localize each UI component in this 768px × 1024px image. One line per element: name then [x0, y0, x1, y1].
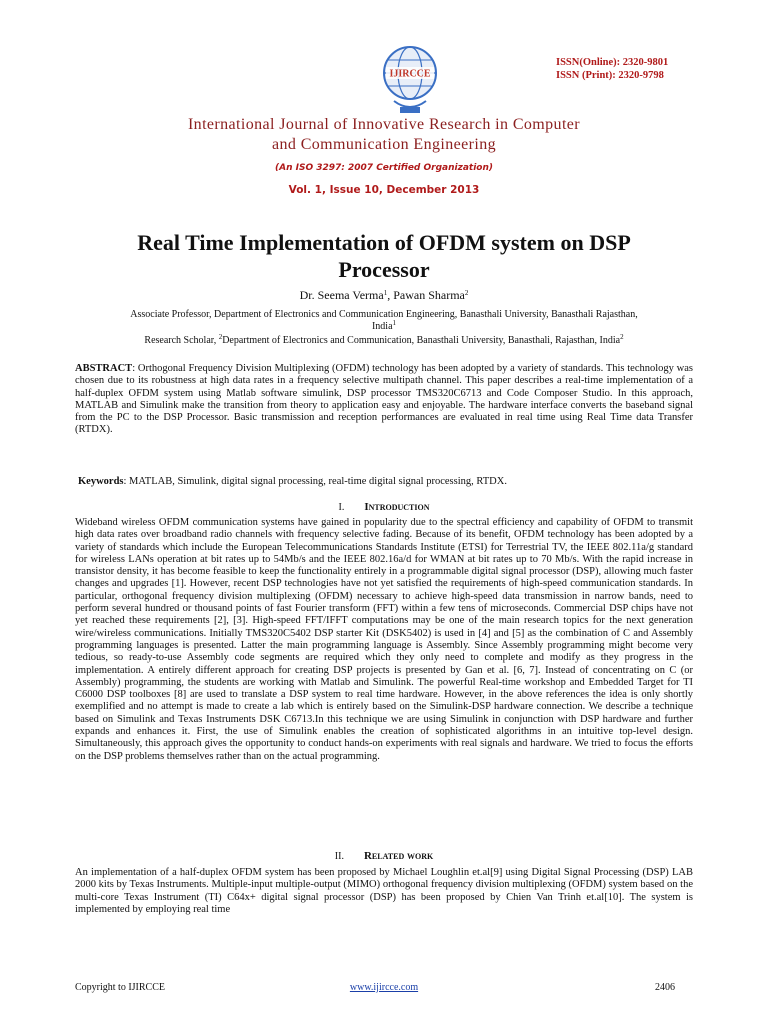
journal-title-line2: and Communication Engineering — [272, 136, 496, 153]
section-heading-related-work — [0, 850, 768, 862]
abstract — [75, 363, 693, 437]
paper-title-line2: Processor — [338, 257, 430, 282]
related-work-text: An implementation of a half-duplex OFDM system has been proposed by Michael Loughlin et.al[9] using Digital Signal Processing (DSP) LAB 2000 kits by Texas Instruments. Multiple-input multiple-output (MIMO) orthogonal frequency division multiplexing (OFDM) system based on the multi-core Texas Instrument (TI) C64x+ digital signal processor (DSP) has been proposed by Chien Van Trinh et.al[10]. The system is implemented by employing real time — [75, 867, 693, 915]
authors — [0, 288, 768, 303]
affiliation-2-sup: 2 — [620, 333, 624, 341]
keywords-label: Keywords — [78, 476, 124, 487]
footer-website-link — [0, 982, 768, 993]
author-1: Dr. Seema Verma — [299, 288, 384, 302]
paper-title-line1: Real Time Implementation of OFDM system on DSP — [137, 230, 631, 255]
issn-online: ISSN(Online): 2320-9801 — [556, 57, 669, 68]
author-2: Pawan Sharma — [393, 288, 465, 302]
certification-note: (An ISO 3297: 2007 Certified Organization) — [275, 163, 493, 173]
keywords — [78, 476, 693, 487]
section-name: Related work — [363, 850, 434, 862]
journal-title-line1: International Journal of Innovative Research in Computer — [187, 116, 581, 133]
section-number: I. — [338, 502, 345, 513]
affiliation-1-line2: India — [371, 321, 393, 332]
section-number: II. — [334, 851, 344, 862]
footer-link-text[interactable]: www.ijircce.com — [349, 982, 419, 993]
abstract-text: : Orthogonal Frequency Division Multiplexing (OFDM) technology has been adopted by a variety of standards. This technology was chosen due to its robustness at high data rates in a frequency selective multipath channel. This paper describes a real-time implementation of a half-duplex OFDM system using Matlab software simulink, DSP processor TMS320C6713 and Code Composer Studio. In this approach, MATLAB and Simulink make the transition from theory to application easy and enjoyable. The hardware interface converts the baseband signal from the PC to the DSP Processor. Basic transmission and reception performances are evaluated in real time using Real Time data Transfer (RTDX). — [75, 363, 693, 436]
keywords-text: : MATLAB, Simulink, digital signal processing, real-time digital signal processing, RTDX. — [123, 476, 507, 487]
journal-logo — [374, 43, 446, 119]
section-heading-introduction — [0, 501, 768, 513]
section-name: Introduction — [364, 501, 430, 513]
journal-title — [0, 115, 768, 155]
affiliation-2-prefix: Research Scholar, — [144, 335, 219, 346]
paper-title — [70, 229, 698, 283]
affiliation-1 — [82, 309, 686, 333]
affiliation-2 — [82, 335, 686, 347]
affiliation-2-sup-pre: 2 — [218, 333, 223, 341]
introduction-text: Wideband wireless OFDM communication systems have gained in popularity due to the spectral efficiency and capability of OFDM to transmit high data rates over broadband radio channels with frequency selective fading. Because of its benefit, OFDM technology has been adopted by a variety of standards which include the European Telecommunications Standards Institute (ETSI) for Terrestrial TV, the IEEE 802.11a/g standard for wireless LANs operation at bit rates up to 54Mb/s and the IEEE 802.16a/d for WMAN at bit rates up to 70 Mb/s. With the rapid increase in transistor density, it has become feasible to keep the functionality entirely in a programmable digital signal processor (DSP), allowing much faster changes and upgrades [1]. However, recent DSP technologies have not yet satisfied the requirements of high-speed communication standards. In particular, orthogonal frequency division multiplexing (OFDM) necessary to achieve high-speed data transmission in narrow bands, need to perform several hundred or thousand points of fast Fourier transform (FFT) within a few tens of microseconds. Commercial DSP chips have not yet reached these requirements [2], [3]. High-speed FFT/IFFT computations may be one of the main research topics for the next generation wire/wireless communications. Initially TMS320C5402 DSP starter Kit (DSK5402) is used in [4] and [5] as the combination of C and Assembly programming languages is presented. Latter the main programming language is Assembly. Since Assembly programming might become very tedious, so ready-to-use Assembly code segments are required which they only need to complete and modify as they progress in the implementation. A entirely different approach for creating DSP projects is presented by Gan et al. [6, 7]. Instead of concentrating on C (or Assembly) programming, the students are working with Matlab and Simulink. The powerful Real-time workshop and Embedded Target for TI C6000 DSP toolboxes [8] are used to translate a DSP system to real time hardware. However, in the above references the idea is only shortly exemplified and no attempt is made to create a lab which is entirely based on the Simulink-DSP hardware connection. We describe a technique based on Simulink and Texas Instruments DSK C6713.In this technique we are using Simulink in conjunction with DSP hardware and further expands and enhances it. First, the use of Simulink enables the creation of sophisticated algorithms in an intuitive top-level design. Simultaneously, this approach gives the opportunity to conduct hands-on experiments with real signals and hardware. We tried to focus the efforts on the DSP problems themselves rather than on the actual programming. — [75, 517, 693, 762]
issn-print: ISSN (Print): 2320-9798 — [556, 70, 664, 81]
author-2-sup: 2 — [464, 289, 469, 297]
page-number: 2406 — [655, 982, 675, 993]
author-1-sup: 1 — [383, 289, 388, 297]
affiliation-1-line1: Associate Professor, Department of Electronics and Communication Engineering, Banasthali University, Banasthali Rajasthan, — [130, 309, 638, 320]
volume-issue: Vol. 1, Issue 10, December 2013 — [288, 184, 480, 196]
affiliation-2-text: Department of Electronics and Communication, Banasthali University, Banasthali, Rajasthan, India — [222, 335, 621, 346]
footer-copyright: Copyright to IJIRCCE — [75, 982, 166, 993]
issn-block — [556, 56, 668, 82]
logo-text: IJIRCCE — [389, 68, 431, 80]
author-separator: , — [387, 288, 394, 302]
affiliation-1-sup: 1 — [392, 319, 397, 327]
abstract-label: ABSTRACT — [75, 363, 133, 374]
